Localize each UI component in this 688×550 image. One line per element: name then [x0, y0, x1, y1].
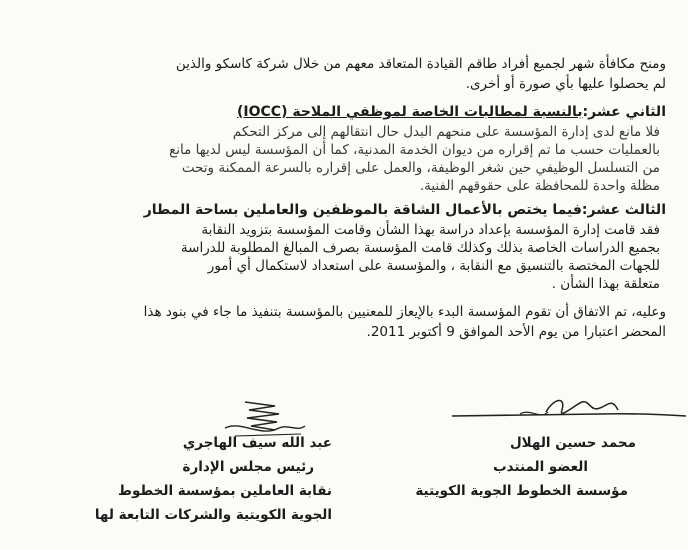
closing-line-2: المحضر اعتبارا من يوم الأحد الموافق 9 أكتوبر 2011.: [366, 324, 666, 340]
signatory-right-org: مؤسسة الخطوط الجوية الكويتية: [415, 483, 628, 499]
section-13-label: الثالث عشر:: [581, 202, 666, 218]
section-13-line: بجميع الدراسات الخاصة بذلك وكذلك قامت المؤسسة بصرف المبالغ المطلوبة للدراسة: [180, 240, 660, 256]
section-12-line: فلا مانع لدى إدارة المؤسسة على منحهم البدل حال انتقالهم إلى مركز التحكم: [232, 124, 660, 140]
section-13-title: فيما يختص بالأعمال الشاقة بالموظفين والعاملين بساحة المطار: [143, 202, 582, 218]
section-12-title: بالنسبة لمطالبات الخاصة لموظفي الملاحة (IOCC): [237, 104, 583, 120]
section-13-heading: [144, 200, 666, 220]
section-12-line: بالعمليات حسب ما تم إقراره من ديوان الخدمة المدنية، كما أن المؤسسة ليس لديها مانع: [169, 142, 660, 158]
signatory-left-org-2: الجوية الكويتية والشركات التابعة لها: [94, 507, 332, 523]
section-13-line: متعلقة بهذا الشأن .: [551, 276, 660, 292]
signatory-left-title: رئيس مجلس الإدارة: [182, 459, 314, 475]
signature-right: [450, 392, 688, 432]
intro-line-2: لم يحصلوا عليها بأي صورة أو أخرى.: [465, 76, 666, 92]
section-13-line: فقد قامت إدارة المؤسسة بإعداد دراسة بهذا الشأن وقامت المؤسسة بتزويد النقابة: [201, 222, 660, 238]
signatory-right-title: العضو المنتدب: [493, 459, 588, 475]
signatory-left-org-1: نقابة العاملين بمؤسسة الخطوط: [118, 483, 332, 499]
section-12-label: الثاني عشر:: [582, 104, 666, 120]
section-12-line: مظلة واحدة للمحافظة على حقوقهم الفنية.: [419, 178, 660, 194]
section-12-heading: [237, 102, 666, 122]
signatory-left-name: عبد الله سيف الهاجري: [182, 435, 332, 451]
closing-line-1: وعليه، تم الاتفاق أن تقوم المؤسسة البدء بالإيعاز للمعنيين بالمؤسسة بتنفيذ ما جاء في بنود هذا: [143, 304, 666, 320]
section-13-line: للجهات المختصة بالتنسيق مع النقابة ، والمؤسسة على استعداد لاستكمال أي أمور: [207, 258, 660, 274]
section-12-line: من التسلسل الوظيفي حين شغر الوظيفة، والعمل على إقراره بالسرعة الممكنة وتحت: [181, 160, 660, 176]
signatory-right-name: محمد حسين الهلال: [509, 435, 636, 451]
intro-line-1: ومنح مكافأة شهر لجميع أفراد طاقم القيادة المتعاقد معهم من خلال شركة كاسكو والذين: [175, 56, 666, 72]
